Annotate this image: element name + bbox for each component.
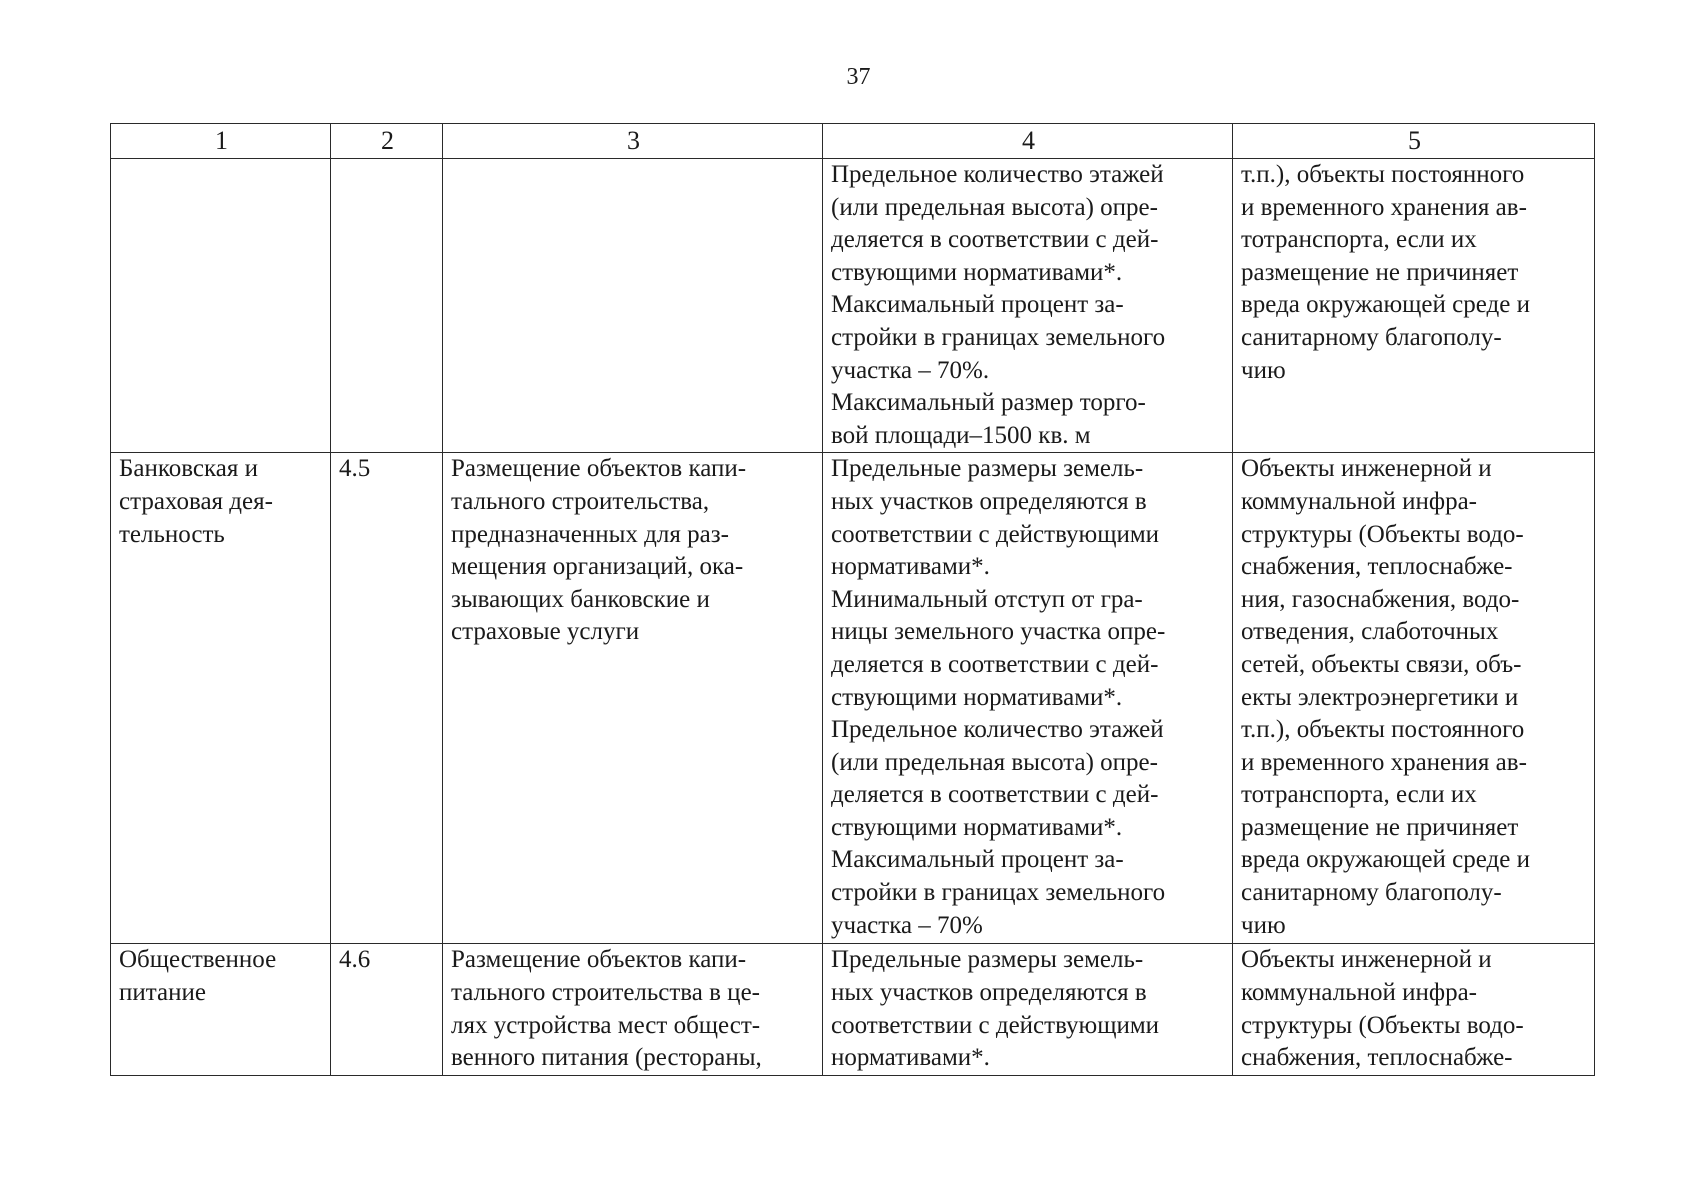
cell-line: Предельное количество этажей [831, 716, 1164, 744]
cell-line: участка – 70% [831, 911, 983, 939]
cell-line: деляется в соответствии с дей- [831, 650, 1159, 678]
cell-line: питание [119, 978, 206, 1006]
column-header-4: 4 [823, 124, 1233, 159]
cell-line: Предельное количество этажей [831, 161, 1164, 188]
cell-line: нормативами*. [831, 553, 990, 581]
auxiliary-uses-cell [1233, 159, 1595, 453]
cell-line: и временного хранения ав- [1241, 748, 1527, 776]
cell-line: соответствии с действующими [831, 520, 1160, 548]
column-header-3: 3 [443, 124, 823, 159]
cell-line: 4.6 [339, 946, 371, 974]
cell-line: ствующими нормативами*. [831, 813, 1123, 841]
cell-line: ных участков определяются в [831, 978, 1147, 1006]
cell-line: отведения, слаботочных [1241, 618, 1499, 646]
cell-line: чию [1241, 911, 1286, 939]
cell-line: ных участков определяются в [831, 487, 1147, 515]
auxiliary-uses-cell [1233, 453, 1595, 944]
cell-line: вреда окружающей среде и [1241, 846, 1530, 874]
description-cell [443, 159, 823, 453]
table-row [111, 944, 1595, 1075]
cell-line: ния, газоснабжения, водо- [1241, 585, 1520, 613]
cell-line: зывающих банковские и [451, 585, 710, 613]
table-row [111, 453, 1595, 944]
cell-line: размещение не причиняет [1241, 813, 1519, 841]
cell-line: Размещение объектов капи- [451, 455, 747, 483]
parameters-cell [823, 944, 1233, 1075]
cell-line: соответствии с действующими [831, 1011, 1160, 1039]
cell-line: страховые услуги [451, 618, 640, 646]
cell-line: структуры (Объекты водо- [1241, 1011, 1524, 1039]
cell-line: Размещение объектов капи- [451, 946, 747, 974]
cell-line: екты электроэнергетики и [1241, 683, 1519, 711]
cell-line: тального строительства в це- [451, 978, 760, 1006]
cell-line: коммунальной инфра- [1241, 978, 1477, 1006]
cell-line: Общественное [119, 946, 277, 974]
cell-line: Максимальный процент за- [831, 846, 1124, 874]
cell-line: ствующими нормативами*. [831, 683, 1123, 711]
cell-line: предназначенных для раз- [451, 520, 729, 548]
cell-line: санитарному благополу- [1241, 323, 1502, 351]
cell-line: мещения организаций, ока- [451, 553, 744, 581]
cell-line: Максимальный размер торго- [831, 389, 1146, 417]
cell-line: лях устройства мест общест- [451, 1011, 761, 1039]
cell-line: страховая дея- [119, 487, 273, 515]
cell-line: (или предельная высота) опре- [831, 748, 1158, 776]
auxiliary-uses-cell [1233, 944, 1595, 1075]
cell-line: ницы земельного участка опре- [831, 618, 1166, 646]
column-header-5: 5 [1233, 124, 1595, 159]
use-type-cell [111, 944, 331, 1075]
parameters-cell [823, 453, 1233, 944]
description-cell [443, 944, 823, 1075]
cell-line: и временного хранения ав- [1241, 193, 1527, 221]
cell-line: Минимальный отступ от гра- [831, 585, 1143, 613]
cell-line: тотранспорта, если их [1241, 781, 1477, 809]
page-number: 37 [846, 64, 871, 90]
cell-line: санитарному благополу- [1241, 879, 1502, 907]
parameters-cell [823, 159, 1233, 453]
cell-line: Банковская и [119, 455, 258, 483]
cell-line: чию [1241, 356, 1286, 384]
cell-line: снабжения, теплоснабже- [1241, 553, 1513, 581]
cell-line: тального строительства, [451, 487, 710, 515]
cell-line: структуры (Объекты водо- [1241, 520, 1524, 548]
description-cell [443, 453, 823, 944]
cell-line: деляется в соответствии с дей- [831, 226, 1159, 254]
column-header-1: 1 [111, 124, 331, 159]
cell-line: стройки в границах земельного [831, 879, 1166, 907]
column-header-2: 2 [331, 124, 443, 159]
cell-line: вреда окружающей среде и [1241, 291, 1530, 319]
table-row [111, 159, 1595, 453]
cell-line: т.п.), объекты постоянного [1241, 161, 1525, 188]
use-type-cell [111, 159, 331, 453]
cell-line: размещение не причиняет [1241, 258, 1519, 286]
code-cell [331, 944, 443, 1075]
table-header-row [111, 124, 1595, 159]
cell-line: Предельные размеры земель- [831, 455, 1144, 483]
cell-line: деляется в соответствии с дей- [831, 781, 1159, 809]
cell-line: Объекты инженерной и [1241, 455, 1492, 483]
cell-line: стройки в границах земельного [831, 323, 1166, 351]
use-type-cell [111, 453, 331, 944]
cell-line: сетей, объекты связи, объ- [1241, 650, 1522, 678]
cell-line: Максимальный процент за- [831, 291, 1124, 319]
code-cell [331, 159, 443, 453]
cell-line: снабжения, теплоснабже- [1241, 1044, 1513, 1072]
cell-line: 4.5 [339, 455, 371, 483]
cell-line: вой площади–1500 кв. м [831, 421, 1091, 449]
cell-line: нормативами*. [831, 1044, 990, 1072]
cell-line: тельность [119, 520, 225, 548]
cell-line: Объекты инженерной и [1241, 946, 1492, 974]
cell-line: коммунальной инфра- [1241, 487, 1477, 515]
cell-line: венного питания (рестораны, [451, 1044, 762, 1072]
cell-line: (или предельная высота) опре- [831, 193, 1158, 221]
cell-line: тотранспорта, если их [1241, 226, 1477, 254]
regulations-table [110, 123, 1595, 1076]
cell-line: ствующими нормативами*. [831, 258, 1123, 286]
code-cell [331, 453, 443, 944]
cell-line: участка – 70%. [831, 356, 990, 384]
cell-line: Предельные размеры земель- [831, 946, 1144, 974]
cell-line: т.п.), объекты постоянного [1241, 716, 1525, 744]
